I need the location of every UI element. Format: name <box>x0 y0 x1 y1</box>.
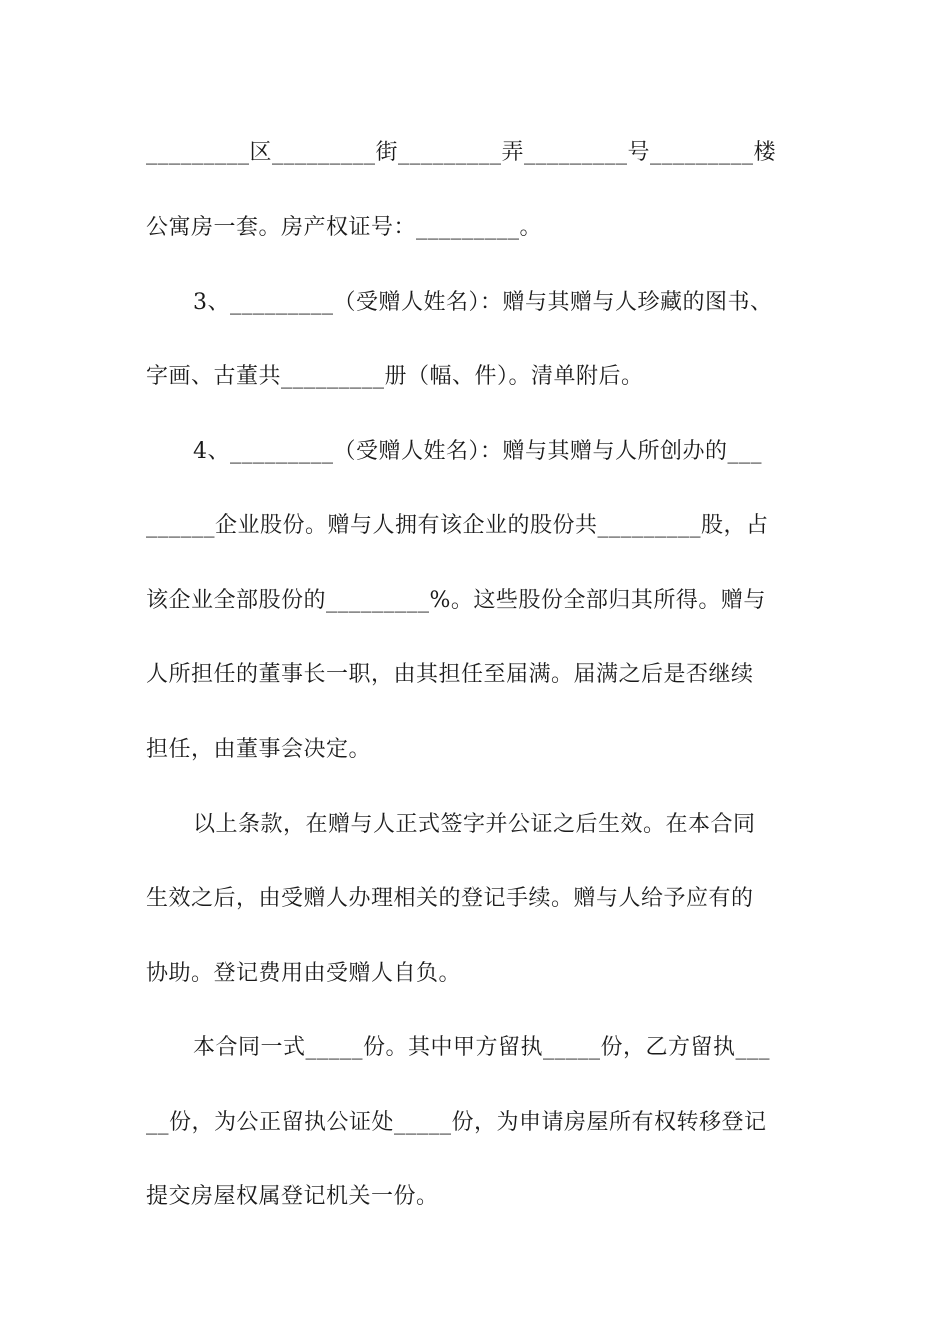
text-line-notary: __份，为公正留执公证处_____份，为申请房屋所有权转移登记 <box>146 1110 767 1135</box>
text-line-clause-4-board: 担任，由董事会决定。 <box>146 737 372 762</box>
text-line-address: _________区_________街_________弄_________号_________楼 <box>146 140 777 165</box>
text-line-copies: 本合同一式_____份。其中甲方留执_____份，乙方留执___ <box>193 1035 771 1060</box>
text-line-clause-3: 3、_________（受赠人姓名）：赠与其赠与人珍藏的图书、 <box>193 290 773 315</box>
text-line-clause-4-chairman: 人所担任的董事长一职，由其担任至届满。届满之后是否继续 <box>146 662 754 687</box>
text-line-effect: 以上条款，在赠与人正式签字并公证之后生效。在本合同 <box>193 812 756 837</box>
text-line-clause-4: 4、_________（受赠人姓名）：赠与其赠与人所创办的___ <box>193 439 762 464</box>
text-line-clause-4-percent: 该企业全部股份的_________%。这些股份全部归其所得。赠与 <box>146 588 766 613</box>
text-line-submission: 提交房屋权属登记机关一份。 <box>146 1184 439 1209</box>
text-line-clause-4-shares: ______企业股份。赠与人拥有该企业的股份共_________股，占 <box>146 513 769 538</box>
text-line-fees: 协助。登记费用由受赠人自负。 <box>146 961 462 986</box>
text-line-property-cert: 公寓房一套。房产权证号：_________。 <box>146 215 543 240</box>
text-line-clause-3-cont: 字画、古董共_________册（幅、件）。清单附后。 <box>146 364 644 389</box>
text-line-registration: 生效之后，由受赠人办理相关的登记手续。赠与人给予应有的 <box>146 886 754 911</box>
